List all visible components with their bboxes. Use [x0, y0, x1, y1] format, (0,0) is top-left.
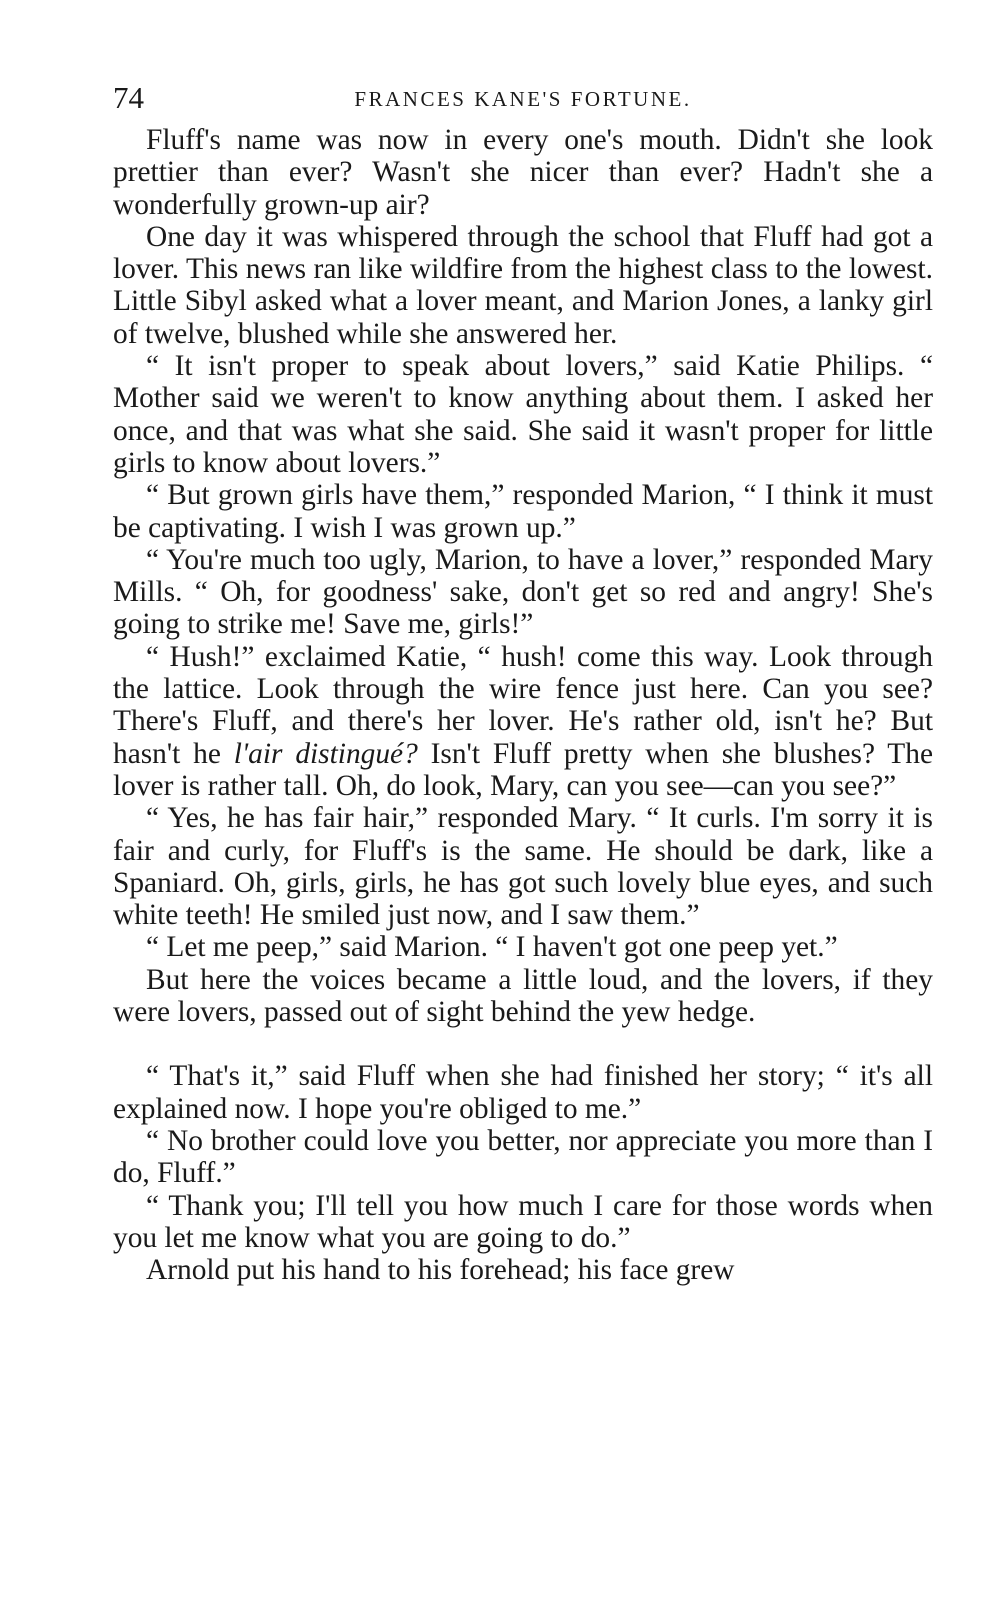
paragraph: But here the voices became a little loud, and the lovers, if they were lovers, passed out of sight behind the yew hedge.	[113, 963, 933, 1029]
paragraph: “ Thank you; I'll tell you how much I care for those words when you let me know what you are going to do.”	[113, 1189, 933, 1254]
paragraph: “ No brother could love you better, nor appreciate you more than I do, Fluff.”	[113, 1124, 933, 1190]
paragraph: Fluff's name was now in every one's mouth. Didn't she look prettier than ever? Wasn't she nicer than ever? Hadn't she a wonderfully grown-up air?	[113, 124, 933, 221]
paragraph-with-italic	[113, 641, 933, 802]
paragraph: Arnold put his hand to his forehead; his face grew	[146, 1254, 735, 1287]
page-header	[113, 78, 933, 124]
paragraph: One day it was whispered through the school that Fluff had got a lover. This news ran like wildfire from the highest class to the lowest. Little Sibyl asked what a lover meant, and Marion Jones, a lanky girl of twelve, blushed while she answered her.	[113, 220, 933, 350]
body-text	[113, 124, 933, 1286]
paragraph: “ But grown girls have them,” responded Marion, “ I think it must be captivating. I wish I was grown up.”	[113, 479, 933, 544]
paragraph: “ You're much too ugly, Marion, to have a lover,” responded Mary Mills. “ Oh, for goodness' sake, don't get so red and angry! She's going to strike me! Save me, girls!”	[113, 543, 933, 641]
page-number: 74	[113, 80, 144, 115]
paragraph: “ That's it,” said Fluff when she had finished her story; “ it's all explained now. I hope you're obliged to me.”	[113, 1060, 933, 1125]
paragraph-text-tail: Isn't Fluff pretty when she blushes? The lover is rather tall. Oh, do look, Mary, can you see—can you see?”	[113, 737, 933, 802]
paragraph: “ It isn't proper to speak about lovers,” said Katie Philips. “ Mother said we weren't to know anything about them. I asked her once, and that was what she said. She said it wasn't proper for little girls to know about lovers.”	[113, 350, 933, 479]
paragraph: “ Yes, he has fair hair,” responded Mary. “ It curls. I'm sorry it is fair and curly, for Fluff's is the same. He should be dark, like a Spaniard. Oh, girls, girls, he has got such lovely blue eyes, and such white teeth! He smiled just now, and I saw them.”	[113, 802, 933, 932]
paragraph-text: “ Hush!” exclaimed Katie, “ hush! come this way. Look through the lattice. Look through the wire fence just here. Can you see? There's Fluff, and there's her lover. He's rather old, isn't he? But hasn't he	[113, 640, 933, 770]
italic-phrase: l'air distingué?	[233, 737, 418, 770]
paragraph: “ Let me peep,” said Marion. “ I haven't got one peep yet.”	[146, 931, 838, 964]
running-title: FRANCES KANE'S FORTUNE.	[354, 87, 692, 111]
scene-break	[113, 1028, 933, 1060]
book-page	[113, 78, 933, 1286]
